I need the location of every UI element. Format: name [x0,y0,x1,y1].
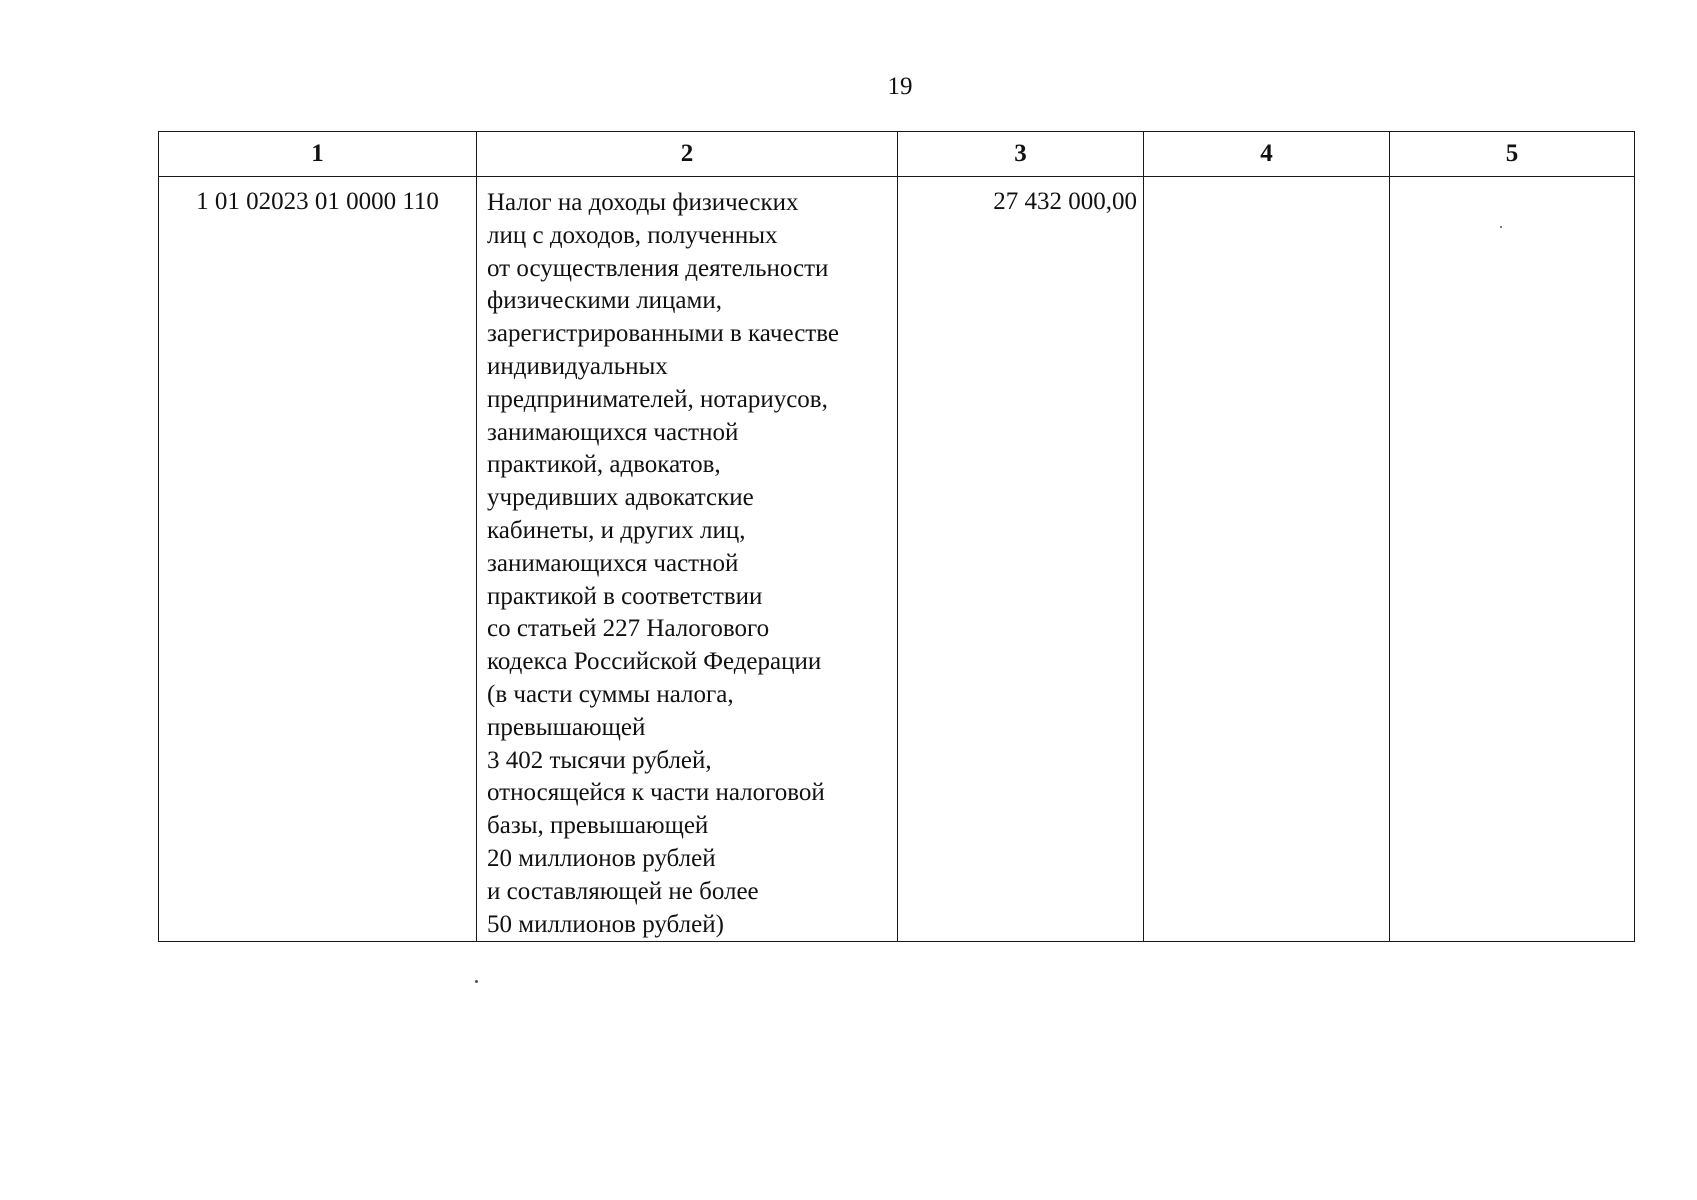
cell-code [159,177,477,942]
scan-speck [1500,226,1502,228]
revenue-name-line: зарегистрированными в качестве [487,320,839,348]
revenue-name-line: физическими лицами, [487,287,722,315]
revenue-name-line: практикой в соответствии [487,582,763,610]
header-col-5: 5 [1390,132,1635,177]
revenue-name-line: кодекса Российской Федерации [487,648,822,676]
revenue-name-line: предпринимателей, нотариусов, [487,385,828,413]
header-col-4: 4 [1144,132,1390,177]
revenue-name-line: 50 миллионов рублей) [487,910,724,938]
revenue-name-line: лиц с доходов, полученных [487,221,778,249]
budget-table [158,131,1635,942]
header-col-1: 1 [159,132,477,177]
revenue-name-line: индивидуальных [487,352,668,380]
revenue-name-line: учредивших адвокатские [487,484,754,512]
cell-name [477,177,898,942]
sum-value: 27 432 000,00 [993,188,1137,215]
table-row [159,177,1635,942]
revenue-name-line: занимающихся частной [487,418,739,446]
table-header [159,132,1635,177]
revenue-name-line: занимающихся частной [487,549,739,577]
revenue-name-line: 3 402 тысячи рублей, [487,746,712,774]
revenue-name-line: превышающей [487,713,646,741]
page-number: 19 [887,73,913,100]
cell-col-5 [1390,177,1635,942]
scan-speck [475,980,478,983]
revenue-name-line: со статьей 227 Налогового [487,615,770,643]
header-col-3: 3 [898,132,1144,177]
cell-sum [898,177,1144,942]
revenue-name-line: практикой, адвокатов, [487,451,721,479]
revenue-name-line: относящейся к части налоговой [487,779,825,807]
header-row [159,132,1635,177]
cell-col-4 [1144,177,1390,942]
revenue-name [477,177,897,941]
revenue-name-line: от осуществления деятельности [487,254,829,282]
revenue-name-line: кабинеты, и других лиц, [487,516,746,544]
revenue-name-line: базы, превышающей [487,812,709,840]
revenue-name-line: Налог на доходы физических [487,189,799,216]
revenue-name-line: (в части суммы налога, [487,680,734,708]
revenue-name-line: 20 миллионов рублей [487,844,716,872]
header-col-2: 2 [477,132,898,177]
budget-code: 1 01 02023 01 0000 110 [196,188,439,215]
revenue-name-line: и составляющей не более [487,877,759,905]
